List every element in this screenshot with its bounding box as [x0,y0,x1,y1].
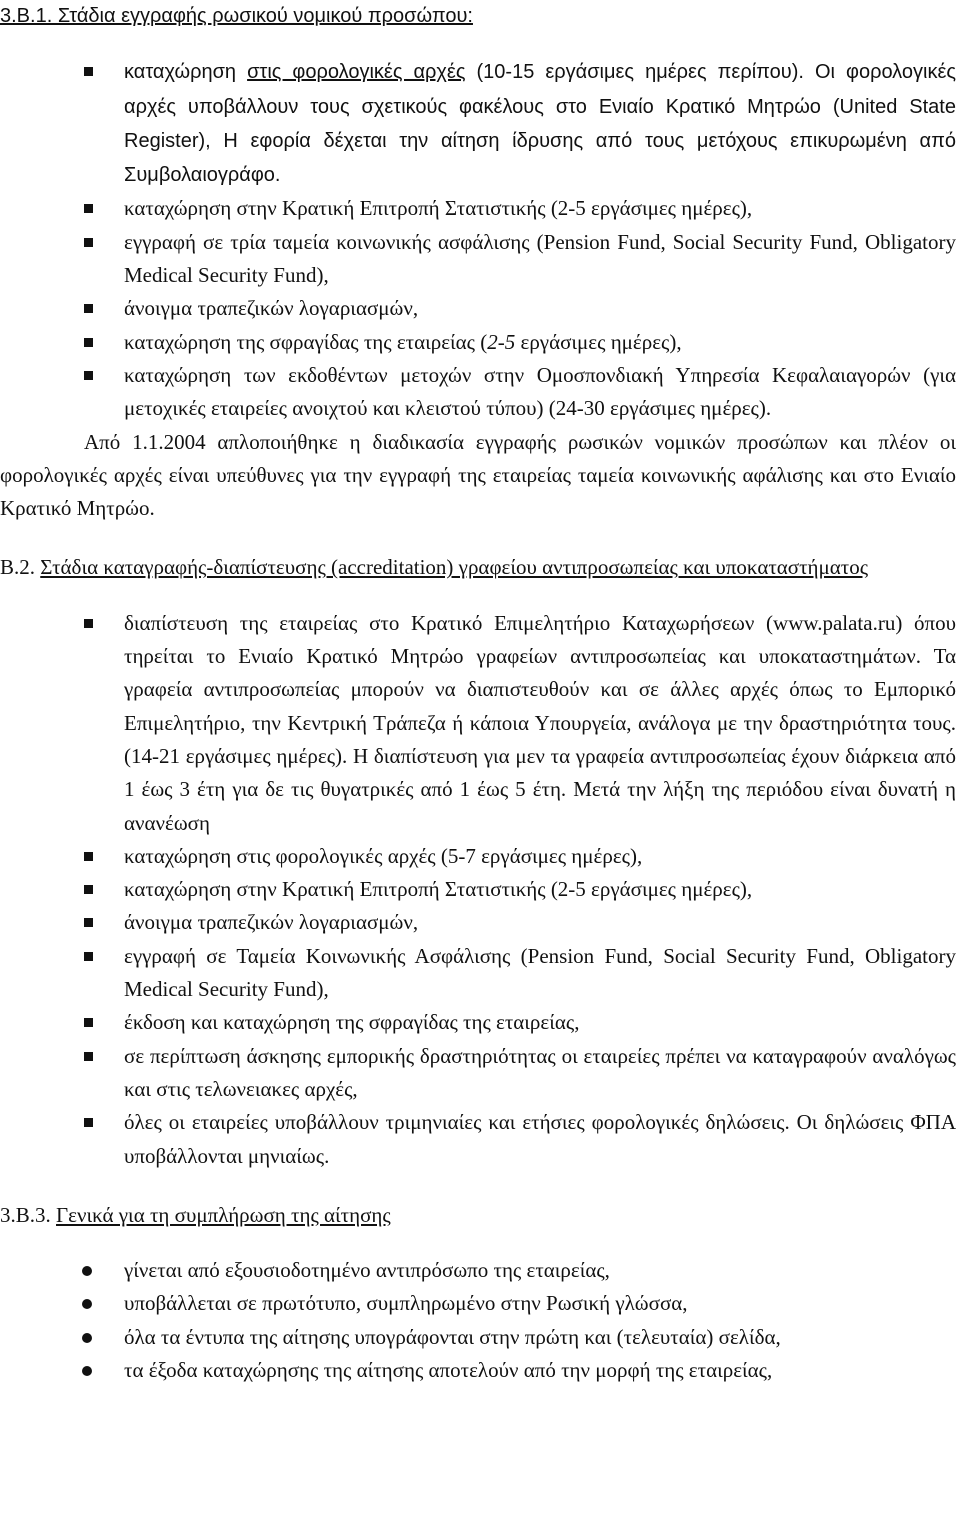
list-item [0,607,960,840]
section-b2-list [0,607,960,1173]
round-bullet-icon [82,1266,92,1276]
list-item [0,1040,960,1107]
list-item-text: άνοιγμα τραπεζικών λογαριασμών, [124,296,419,321]
round-bullet-icon [82,1333,92,1343]
list-item-text: γίνεται από εξουσιοδοτημένο αντιπρόσωπο της εταιρείας, [124,1258,610,1283]
section-b1-list [0,55,960,425]
list-item [0,1254,960,1287]
spacer [0,1173,960,1199]
list-item-text-post: εργάσιμες ημέρες), [515,329,682,354]
section-b1-paragraph: Από 1.1.2004 απλοποιήθηκε η διαδικασία εγγραφής ρωσικών νομικών προσώπων και πλέον οι φορολογικές αρχές είναι υπεύθυνες για την εγγραφή της εταιρείας ταμεία κοινωνικής αφάλισης και στο Ενιαίο Κρατικό Μητρώο. [0,429,956,521]
section-b2-heading-prefix: Β.2. [0,555,41,580]
round-bullet-icon [82,1299,92,1309]
list-item-text: σε περίπτωση άσκησης εμπορικής δραστηριότητας οι εταιρείες πρέπει να καταγραφούν αναλόγως και στις τελωνειακες αρχές, [124,1043,956,1101]
square-bullet-icon [84,67,93,76]
list-item [0,873,960,906]
section-b3-list [0,1254,960,1387]
square-bullet-icon [84,952,93,961]
spacer [0,585,960,607]
list-item-text: έκδοση και καταχώρηση της σφραγίδας της εταιρείας, [124,1010,580,1035]
list-item-text-post: (10-15 εργάσιμες ημέρες περίπου). Οι φορολογικές αρχές υποβάλλουν τους σχετικούς φακέλους στο Ενιαίο Κρατικό Μητρώο (United State Register), Η εφορία δέχεται την αίτηση ίδρυσης από τους μετόχους επικυρωμένη από Συμβολαιογράφο. [124,61,957,187]
list-item-text: όλα τα έντυπα της αίτησης υπογράφονται στην πρώτη και (τελευταία) σελίδα, [124,1324,781,1349]
list-item [0,1006,960,1039]
list-item-text: άνοιγμα τραπεζικών λογαριασμών, [124,910,419,935]
list-item-text-underlined: στις φορολογικές αρχές [247,61,466,84]
round-bullet-icon [82,1366,92,1376]
square-bullet-icon [84,371,93,380]
section-b3-heading [0,1199,960,1232]
square-bullet-icon [84,852,93,861]
list-item-text: εγγραφή σε τρία ταμεία κοινωνικής ασφάλισης (Pension Fund, Social Security Fund, Obligatory Medical Security Fund), [124,229,956,288]
list-item-text: καταχώρηση στην Κρατική Επιτροπή Στατιστικής (2-5 εργάσιμες ημέρες), [124,196,753,221]
list-item [0,1321,960,1354]
list-item-text: εγγραφή σε Ταμεία Κοινωνικής Ασφάλισης (Pension Fund, Social Security Fund, Obligatory Medical Security Fund), [124,943,956,1002]
list-item-text: διαπίστευση της εταιρείας στο Κρατικό Επιμελητήριο Καταχωρήσεων (www.palata.ru) όπου τηρείται το Ενιαίο Κρατικό Μητρώο γραφείων αντιπροσωπείας και υποκαταστημάτων. Τα γραφεία αντιπροσωπείας μπορούν να διαπιστευθούν και σε άλλες αρχές όπως το Εμπορικό Επιμελητήριο, την Κεντρική Τράπεζα ή κάποια Υπουργεία, ανάλογα με την δραστηριότητα τους. (14-21 εργάσιμες ημέρες). Η διαπίστευση για μεν τα γραφεία αντιπροσωπείας έχουν διάρκεια από 1 έως 3 έτη για δε τις θυγατρικές από 1 έως 5 έτη. Μετά την λήξη της περιόδου είναι δυνατή η ανανέωση [124,610,956,835]
list-item [0,292,960,325]
list-item [0,192,960,225]
list-item [0,326,960,359]
section-b3-heading-text: Γενικά για τη συμπλήρωση της αίτησης [56,1202,391,1227]
section-b2-heading-text: Στάδια καταγραφής-διαπίστευσης (accreditation) γραφείου αντιπροσωπείας και υποκαταστήματος [40,555,869,580]
section-b1-heading: 3.Β.1. Στάδια εγγραφής ρωσικού νομικού προσώπου: [0,5,473,27]
section-b3-heading-prefix: 3.Β.3. [0,1202,57,1227]
section-b2-heading [0,551,960,584]
list-item [0,906,960,939]
list-item [0,55,960,192]
square-bullet-icon [84,1052,93,1061]
list-item-text: υποβάλλεται σε πρωτότυπο, συμπληρωμένο στην Ρωσική γλώσσα, [124,1291,688,1316]
square-bullet-icon [84,918,93,927]
square-bullet-icon [84,619,93,628]
list-item [0,1106,960,1173]
list-item [0,226,960,293]
spacer [0,33,960,55]
list-item [0,359,960,426]
list-item-text-italic: 2-5 [487,329,516,354]
list-item [0,840,960,873]
list-item-text: τα έξοδα καταχώρησης της αίτησης αποτελούν από την μορφή της εταιρείας, [124,1357,773,1382]
spacer [0,1232,960,1254]
list-item [0,1354,960,1387]
list-item [0,1287,960,1320]
square-bullet-icon [84,1018,93,1027]
square-bullet-icon [84,1118,93,1127]
list-item-text-pre: καταχώρηση της σφραγίδας της εταιρείας ( [124,329,488,354]
list-item-text-pre: καταχώρηση [124,61,248,84]
square-bullet-icon [84,204,93,213]
list-item-text: όλες οι εταιρείες υποβάλλουν τριμηνιαίες και ετήσιες φορολογικές δηλώσεις. Οι δηλώσεις ΦΠΑ υποβάλλονται μηνιαίως. [124,1110,956,1168]
spacer [0,525,960,551]
list-item-text: καταχώρηση των εκδοθέντων μετοχών στην Ομοσπονδιακή Υπηρεσία Κεφαλαιαγορών (για μετοχικές εταιρείες ανοιχτού και κλειστού τύπου) (24-30 εργάσιμες ημέρες). [124,362,956,421]
list-item-text: καταχώρηση στην Κρατική Επιτροπή Στατιστικής (2-5 εργάσιμες ημέρες), [124,877,753,902]
square-bullet-icon [84,338,93,347]
square-bullet-icon [84,885,93,894]
list-item [0,940,960,1007]
list-item-text: καταχώρηση στις φορολογικές αρχές (5-7 εργάσιμες ημέρες), [124,843,643,868]
square-bullet-icon [84,304,93,313]
square-bullet-icon [84,238,93,247]
